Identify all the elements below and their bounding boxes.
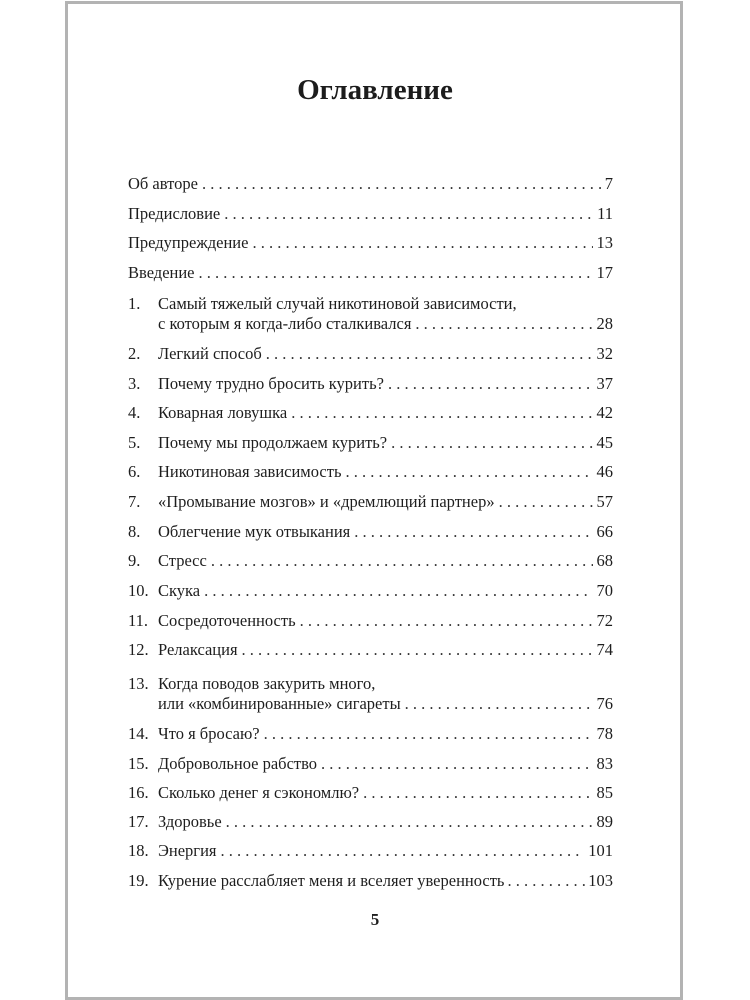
entry-page: 78 bbox=[596, 724, 613, 743]
leader-dots bbox=[363, 783, 592, 803]
chapter-number: 1. bbox=[128, 294, 141, 313]
leader-dots bbox=[391, 433, 592, 453]
toc-entry-preface[interactable] bbox=[128, 204, 613, 224]
leader-dots bbox=[345, 462, 592, 482]
entry-page: 70 bbox=[596, 581, 613, 600]
leader-dots bbox=[300, 611, 593, 631]
toc-entry-chapter-3[interactable] bbox=[128, 374, 613, 394]
entry-title: Добровольное рабство bbox=[158, 754, 318, 773]
entry-page: 68 bbox=[596, 551, 613, 570]
entry-page: 46 bbox=[596, 462, 613, 481]
chapter-number: 12. bbox=[128, 640, 149, 659]
entry-page: 85 bbox=[596, 783, 613, 802]
entry-title: Никотиновая зависимость bbox=[158, 462, 342, 481]
toc-entry-chapter-10[interactable] bbox=[128, 581, 613, 601]
chapter-number: 5. bbox=[128, 433, 141, 452]
entry-page: 66 bbox=[596, 522, 613, 541]
entry-title: с которым я когда-либо сталкивался bbox=[158, 314, 412, 333]
entry-page: 13 bbox=[596, 233, 613, 252]
leader-dots bbox=[202, 174, 601, 194]
leader-dots bbox=[242, 640, 593, 660]
toc-entry-chapter-12[interactable] bbox=[128, 640, 613, 660]
leader-dots bbox=[415, 314, 592, 334]
chapter-number: 7. bbox=[128, 492, 141, 511]
chapter-number: 2. bbox=[128, 344, 141, 363]
toc-entry-chapter-17[interactable] bbox=[128, 812, 613, 832]
entry-title: Энергия bbox=[158, 841, 217, 860]
entry-title-line1: Когда поводов закурить много, bbox=[158, 674, 376, 693]
entry-page: 42 bbox=[596, 403, 613, 422]
entry-page: 32 bbox=[596, 344, 613, 363]
entry-title: или «комбинированные» сигареты bbox=[158, 694, 401, 713]
entry-page: 11 bbox=[597, 204, 613, 223]
entry-page: 76 bbox=[596, 694, 613, 713]
toc-entry-chapter-9[interactable] bbox=[128, 551, 613, 571]
leader-dots bbox=[499, 492, 593, 512]
entry-title: Что я бросаю? bbox=[158, 724, 260, 743]
toc-entry-chapter-5[interactable] bbox=[128, 433, 613, 453]
entry-page: 57 bbox=[596, 492, 613, 511]
toc-entry-chapter-11[interactable] bbox=[128, 611, 613, 631]
leader-dots bbox=[220, 841, 584, 861]
entry-page: 37 bbox=[596, 374, 613, 393]
chapter-number: 10. bbox=[128, 581, 149, 600]
leader-dots bbox=[264, 724, 593, 744]
chapter-number: 13. bbox=[128, 674, 149, 693]
entry-page: 45 bbox=[596, 433, 613, 452]
chapter-number: 16. bbox=[128, 783, 149, 802]
entry-page: 72 bbox=[596, 611, 613, 630]
toc-entry-chapter-8[interactable] bbox=[128, 522, 613, 542]
entry-title: Почему мы продолжаем курить? bbox=[158, 433, 388, 452]
toc-entry-chapter-13[interactable] bbox=[128, 674, 613, 714]
chapter-number: 19. bbox=[128, 871, 149, 890]
toc-entry-chapter-18[interactable] bbox=[128, 841, 613, 861]
chapter-number: 18. bbox=[128, 841, 149, 860]
entry-page: 17 bbox=[596, 263, 613, 282]
entry-page: 103 bbox=[588, 871, 613, 890]
leader-dots bbox=[252, 233, 592, 253]
entry-title: Стресс bbox=[158, 551, 207, 570]
entry-page: 83 bbox=[596, 754, 613, 773]
toc-entry-chapter-16[interactable] bbox=[128, 783, 613, 803]
entry-page: 101 bbox=[588, 841, 613, 860]
toc-entry-chapter-15[interactable] bbox=[128, 754, 613, 774]
entry-title: Курение расслабляет меня и вселяет уверенность bbox=[158, 871, 505, 890]
toc-entry-about-author[interactable] bbox=[128, 174, 613, 194]
leader-dots bbox=[291, 403, 592, 423]
entry-title: Скука bbox=[158, 581, 201, 600]
entry-title: Здоровье bbox=[158, 812, 222, 831]
chapter-number: 4. bbox=[128, 403, 141, 422]
entry-title: Предисловие bbox=[128, 204, 221, 223]
entry-title: Легкий способ bbox=[158, 344, 262, 363]
entry-title: Релаксация bbox=[158, 640, 238, 659]
toc-entry-chapter-7[interactable] bbox=[128, 492, 613, 512]
toc-entry-chapter-19[interactable] bbox=[128, 871, 613, 891]
leader-dots bbox=[226, 812, 593, 832]
entry-title-line1: Самый тяжелый случай никотиновой зависимости, bbox=[158, 294, 517, 313]
entry-title: Об авторе bbox=[128, 174, 198, 193]
entry-title: Сосредоточенность bbox=[158, 611, 296, 630]
entry-title: «Промывание мозгов» и «дремлющий партнер» bbox=[158, 492, 495, 511]
leader-dots bbox=[224, 204, 593, 224]
leader-dots bbox=[199, 263, 593, 283]
chapter-number: 15. bbox=[128, 754, 149, 773]
toc-entry-chapter-4[interactable] bbox=[128, 403, 613, 423]
toc-entry-warning[interactable] bbox=[128, 233, 613, 253]
leader-dots bbox=[507, 871, 585, 891]
chapter-number: 17. bbox=[128, 812, 149, 831]
chapter-number: 6. bbox=[128, 462, 141, 481]
entry-page: 28 bbox=[596, 314, 613, 333]
entry-title: Почему трудно бросить курить? bbox=[158, 374, 384, 393]
entry-title: Предупреждение bbox=[128, 233, 249, 252]
leader-dots bbox=[204, 581, 592, 601]
leader-dots bbox=[266, 344, 593, 364]
page-number: 5 bbox=[370, 910, 380, 929]
leader-dots bbox=[405, 694, 593, 714]
entry-page: 89 bbox=[596, 812, 613, 831]
leader-dots bbox=[354, 522, 592, 542]
entry-page: 74 bbox=[596, 640, 613, 659]
entry-title: Коварная ловушка bbox=[158, 403, 288, 422]
chapter-number: 9. bbox=[128, 551, 141, 570]
chapter-number: 14. bbox=[128, 724, 149, 743]
page-title: Оглавление bbox=[297, 74, 453, 106]
leader-dots bbox=[211, 551, 593, 571]
toc-entry-chapter-2[interactable] bbox=[128, 344, 613, 364]
toc-entry-chapter-1[interactable] bbox=[128, 294, 613, 334]
chapter-number: 11. bbox=[128, 611, 149, 630]
chapter-number: 8. bbox=[128, 522, 141, 541]
toc-entry-chapter-14[interactable] bbox=[128, 724, 613, 744]
toc-entry-introduction[interactable] bbox=[128, 263, 613, 283]
entry-title: Введение bbox=[128, 263, 195, 282]
entry-page: 7 bbox=[604, 174, 613, 193]
toc-entry-chapter-6[interactable] bbox=[128, 462, 613, 482]
chapter-number: 3. bbox=[128, 374, 141, 393]
entry-title: Сколько денег я сэкономлю? bbox=[158, 783, 360, 802]
leader-dots bbox=[388, 374, 593, 394]
leader-dots bbox=[321, 754, 592, 774]
entry-title: Облегчение мук отвыкания bbox=[158, 522, 351, 541]
